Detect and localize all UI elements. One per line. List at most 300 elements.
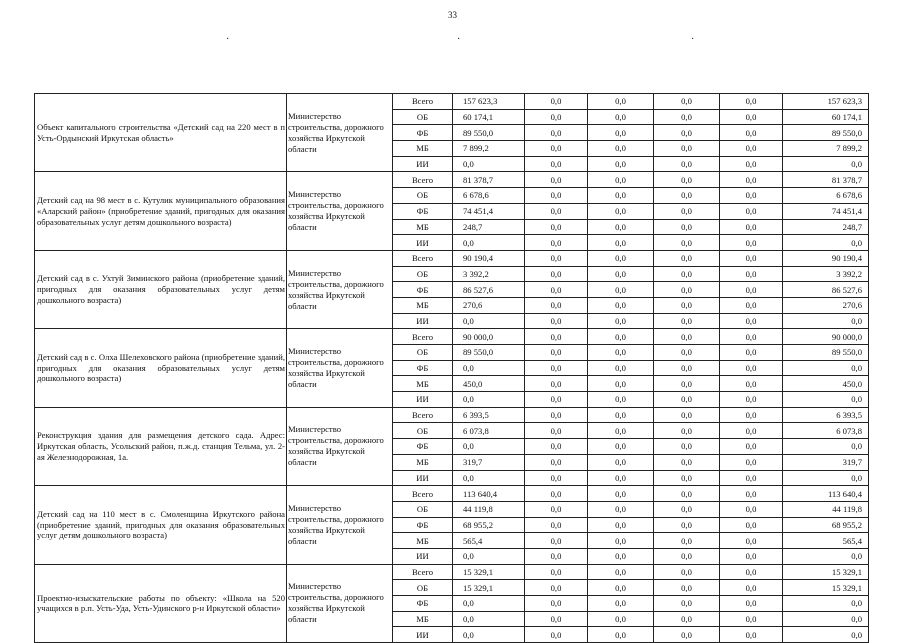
value-cell: 0,0 [720, 627, 783, 643]
value-cell: 0,0 [720, 266, 783, 282]
funding-source-cell: ИИ [393, 313, 453, 329]
value-cell: 0,0 [588, 548, 654, 564]
value-cell: 0,0 [588, 611, 654, 627]
value-cell: 3 392,2 [453, 266, 525, 282]
value-cell: 0,0 [720, 517, 783, 533]
funding-source-cell: МБ [393, 297, 453, 313]
value-cell: 7 899,2 [453, 141, 525, 157]
value-cell: 0,0 [720, 125, 783, 141]
value-cell: 0,0 [720, 454, 783, 470]
total-value-cell: 68 955,2 [783, 517, 869, 533]
value-cell: 0,0 [525, 345, 588, 361]
value-cell: 0,0 [720, 470, 783, 486]
value-cell: 0,0 [654, 203, 720, 219]
object-name-cell: Реконструкция здания для размещения детского сада. Адрес: Иркутская область, Усольский район, п.ж.д. станция Тельма, ул. 2-ая Железнодорожная, 1а. [35, 407, 287, 485]
value-cell: 0,0 [720, 313, 783, 329]
value-cell: 0,0 [654, 156, 720, 172]
value-cell: 0,0 [720, 486, 783, 502]
value-cell: 270,6 [453, 297, 525, 313]
object-name-cell: Детский сад на 98 мест в с. Кутулик муниципального образования «Аларский район» (приобретение зданий, пригодных для оказания образовательных услуг детям дошкольного возраста) [35, 172, 287, 250]
value-cell: 0,0 [720, 203, 783, 219]
value-cell: 0,0 [588, 109, 654, 125]
value-cell: 0,0 [654, 376, 720, 392]
total-value-cell: 15 329,1 [783, 564, 869, 580]
value-cell: 0,0 [525, 376, 588, 392]
value-cell: 0,0 [654, 250, 720, 266]
funding-source-cell: ИИ [393, 235, 453, 251]
funding-source-cell: ИИ [393, 470, 453, 486]
value-cell: 90 190,4 [453, 250, 525, 266]
value-cell: 0,0 [588, 141, 654, 157]
value-cell: 0,0 [654, 282, 720, 298]
object-name-cell: Детский сад на 110 мест в с. Смоленщина Иркутского района (приобретение зданий, пригодных для оказания образовательных услуг детям дошкольного возраста) [35, 486, 287, 564]
value-cell: 0,0 [654, 517, 720, 533]
value-cell: 0,0 [588, 392, 654, 408]
ministry-cell [287, 407, 393, 485]
value-cell: 0,0 [720, 439, 783, 455]
value-cell: 0,0 [525, 329, 588, 345]
funding-source-cell: ИИ [393, 548, 453, 564]
value-cell: 0,0 [525, 611, 588, 627]
table-row [35, 486, 869, 502]
value-cell: 0,0 [654, 392, 720, 408]
total-value-cell: 7 899,2 [783, 141, 869, 157]
total-value-cell: 44 119,8 [783, 501, 869, 517]
funding-source-cell: Всего [393, 486, 453, 502]
value-cell: 0,0 [654, 172, 720, 188]
funding-table [34, 93, 869, 643]
value-cell: 0,0 [720, 188, 783, 204]
value-cell: 0,0 [525, 188, 588, 204]
value-cell: 0,0 [720, 297, 783, 313]
value-cell: 0,0 [525, 580, 588, 596]
ministry-line: хозяйства Иркутской [288, 368, 365, 379]
value-cell: 0,0 [588, 172, 654, 188]
value-cell: 0,0 [720, 109, 783, 125]
value-cell: 0,0 [525, 297, 588, 313]
funding-source-cell: МБ [393, 376, 453, 392]
value-cell: 0,0 [453, 627, 525, 643]
value-cell: 0,0 [525, 109, 588, 125]
value-cell: 0,0 [720, 172, 783, 188]
value-cell: 0,0 [525, 439, 588, 455]
ministry-line: области [288, 222, 317, 233]
ministry-line: области [288, 143, 317, 154]
value-cell: 0,0 [453, 611, 525, 627]
value-cell: 0,0 [654, 188, 720, 204]
ministry-line: области [288, 457, 317, 468]
value-cell: 0,0 [525, 282, 588, 298]
ministry-line: хозяйства Иркутской [288, 289, 365, 300]
total-value-cell: 565,4 [783, 533, 869, 549]
value-cell: 113 640,4 [453, 486, 525, 502]
ministry-line: области [288, 300, 317, 311]
total-value-cell: 74 451,4 [783, 203, 869, 219]
total-value-cell: 81 378,7 [783, 172, 869, 188]
funding-source-cell: ИИ [393, 392, 453, 408]
value-cell: 0,0 [525, 548, 588, 564]
value-cell: 0,0 [525, 392, 588, 408]
value-cell: 0,0 [525, 156, 588, 172]
value-cell: 0,0 [720, 423, 783, 439]
total-value-cell: 113 640,4 [783, 486, 869, 502]
funding-source-cell: ФБ [393, 439, 453, 455]
value-cell: 0,0 [525, 125, 588, 141]
value-cell: 0,0 [453, 156, 525, 172]
total-value-cell: 6 073,8 [783, 423, 869, 439]
value-cell: 0,0 [720, 564, 783, 580]
value-cell: 60 174,1 [453, 109, 525, 125]
value-cell: 0,0 [588, 156, 654, 172]
value-cell: 0,0 [720, 548, 783, 564]
ministry-line: Министерство [288, 424, 341, 435]
value-cell: 0,0 [720, 596, 783, 612]
object-name-cell: Объект капитального строительства «Детский сад на 220 мест в п Усть-Ордынский Иркутская область» [35, 94, 287, 172]
ministry-line: области [288, 614, 317, 625]
value-cell: 0,0 [588, 564, 654, 580]
value-cell: 89 550,0 [453, 125, 525, 141]
ministry-line: строительства, дорожного [288, 357, 384, 368]
table-row [35, 329, 869, 345]
funding-source-cell: ОБ [393, 109, 453, 125]
ministry-line: хозяйства Иркутской [288, 132, 365, 143]
funding-table-body [35, 94, 869, 643]
value-cell: 44 119,8 [453, 501, 525, 517]
value-cell: 0,0 [720, 235, 783, 251]
value-cell: 0,0 [525, 564, 588, 580]
value-cell: 0,0 [525, 360, 588, 376]
value-cell: 0,0 [720, 407, 783, 423]
funding-source-cell: ФБ [393, 282, 453, 298]
value-cell: 0,0 [720, 156, 783, 172]
funding-source-cell: Всего [393, 94, 453, 110]
value-cell: 0,0 [525, 219, 588, 235]
value-cell: 0,0 [453, 360, 525, 376]
total-value-cell: 89 550,0 [783, 345, 869, 361]
ministry-line: хозяйства Иркутской [288, 446, 365, 457]
value-cell: 0,0 [453, 470, 525, 486]
value-cell: 0,0 [654, 564, 720, 580]
funding-source-cell: МБ [393, 454, 453, 470]
page-number: 33 [448, 10, 457, 20]
value-cell: 0,0 [654, 109, 720, 125]
value-cell: 0,0 [654, 454, 720, 470]
value-cell: 0,0 [588, 266, 654, 282]
table-row [35, 94, 869, 110]
value-cell: 0,0 [588, 250, 654, 266]
value-cell: 450,0 [453, 376, 525, 392]
funding-source-cell: ФБ [393, 517, 453, 533]
funding-source-cell: МБ [393, 219, 453, 235]
value-cell: 0,0 [588, 125, 654, 141]
value-cell: 0,0 [453, 596, 525, 612]
ministry-line: области [288, 379, 317, 390]
value-cell: 0,0 [588, 203, 654, 219]
total-value-cell: 248,7 [783, 219, 869, 235]
total-value-cell: 0,0 [783, 392, 869, 408]
total-value-cell: 3 392,2 [783, 266, 869, 282]
value-cell: 0,0 [525, 250, 588, 266]
value-cell: 0,0 [525, 203, 588, 219]
total-value-cell: 0,0 [783, 627, 869, 643]
value-cell: 15 329,1 [453, 564, 525, 580]
funding-source-cell: ИИ [393, 627, 453, 643]
table-row [35, 250, 869, 266]
ministry-line: строительства, дорожного [288, 200, 384, 211]
value-cell: 0,0 [453, 313, 525, 329]
value-cell: 0,0 [654, 360, 720, 376]
funding-source-cell: ОБ [393, 423, 453, 439]
value-cell: 90 000,0 [453, 329, 525, 345]
value-cell: 0,0 [525, 533, 588, 549]
total-value-cell: 0,0 [783, 439, 869, 455]
value-cell: 0,0 [453, 392, 525, 408]
total-value-cell: 0,0 [783, 611, 869, 627]
funding-source-cell: ОБ [393, 266, 453, 282]
ministry-line: Министерство [288, 581, 341, 592]
value-cell: 0,0 [654, 533, 720, 549]
value-cell: 0,0 [654, 141, 720, 157]
value-cell: 0,0 [588, 313, 654, 329]
funding-source-cell: МБ [393, 533, 453, 549]
value-cell: 0,0 [588, 533, 654, 549]
total-value-cell: 0,0 [783, 313, 869, 329]
value-cell: 0,0 [588, 345, 654, 361]
value-cell: 0,0 [588, 235, 654, 251]
funding-source-cell: ФБ [393, 596, 453, 612]
total-value-cell: 6 678,6 [783, 188, 869, 204]
value-cell: 0,0 [525, 172, 588, 188]
ministry-line: Министерство [288, 267, 341, 278]
value-cell: 248,7 [453, 219, 525, 235]
table-row [35, 407, 869, 423]
value-cell: 0,0 [588, 376, 654, 392]
value-cell: 0,0 [525, 235, 588, 251]
value-cell: 0,0 [720, 501, 783, 517]
value-cell: 0,0 [654, 235, 720, 251]
value-cell: 0,0 [720, 611, 783, 627]
total-value-cell: 0,0 [783, 360, 869, 376]
value-cell: 89 550,0 [453, 345, 525, 361]
total-value-cell: 319,7 [783, 454, 869, 470]
value-cell: 0,0 [588, 454, 654, 470]
funding-source-cell: ОБ [393, 345, 453, 361]
funding-source-cell: МБ [393, 611, 453, 627]
total-value-cell: 86 527,6 [783, 282, 869, 298]
total-value-cell: 6 393,5 [783, 407, 869, 423]
value-cell: 0,0 [720, 392, 783, 408]
funding-source-cell: ФБ [393, 203, 453, 219]
funding-source-cell: ИИ [393, 156, 453, 172]
value-cell: 0,0 [525, 313, 588, 329]
value-cell: 0,0 [720, 360, 783, 376]
table-row [35, 172, 869, 188]
ministry-line: хозяйства Иркутской [288, 211, 365, 222]
value-cell: 0,0 [525, 470, 588, 486]
value-cell: 157 623,3 [453, 94, 525, 110]
ministry-cell [287, 172, 393, 250]
value-cell: 0,0 [720, 250, 783, 266]
value-cell: 0,0 [525, 94, 588, 110]
value-cell: 0,0 [525, 266, 588, 282]
value-cell: 0,0 [525, 141, 588, 157]
value-cell: 565,4 [453, 533, 525, 549]
ministry-line: хозяйства Иркутской [288, 603, 365, 614]
value-cell: 0,0 [720, 329, 783, 345]
total-value-cell: 450,0 [783, 376, 869, 392]
value-cell: 0,0 [654, 580, 720, 596]
ministry-line: Министерство [288, 502, 341, 513]
value-cell: 0,0 [588, 94, 654, 110]
ministry-cell [287, 94, 393, 172]
value-cell: 0,0 [588, 329, 654, 345]
scan-dot: · [457, 34, 461, 45]
funding-source-cell: Всего [393, 172, 453, 188]
total-value-cell: 0,0 [783, 548, 869, 564]
scan-dot: · [691, 34, 695, 45]
value-cell: 0,0 [654, 345, 720, 361]
value-cell: 0,0 [654, 423, 720, 439]
value-cell: 0,0 [453, 439, 525, 455]
value-cell: 0,0 [720, 94, 783, 110]
value-cell: 74 451,4 [453, 203, 525, 219]
value-cell: 0,0 [453, 235, 525, 251]
ministry-line: Министерство [288, 346, 341, 357]
value-cell: 0,0 [654, 548, 720, 564]
value-cell: 0,0 [588, 486, 654, 502]
value-cell: 0,0 [654, 439, 720, 455]
value-cell: 15 329,1 [453, 580, 525, 596]
ministry-line: строительства, дорожного [288, 592, 384, 603]
value-cell: 0,0 [453, 548, 525, 564]
total-value-cell: 60 174,1 [783, 109, 869, 125]
ministry-line: Министерство [288, 110, 341, 121]
table-row [35, 564, 869, 580]
value-cell: 0,0 [588, 297, 654, 313]
funding-source-cell: ОБ [393, 580, 453, 596]
object-name-cell: Проектно-изыскательские работы по объекту: «Школа на 520 учащихся в р.п. Усть-Уда, Усть-Удинского р-н Иркутской области» [35, 564, 287, 642]
total-value-cell: 0,0 [783, 470, 869, 486]
ministry-cell [287, 486, 393, 564]
value-cell: 0,0 [525, 596, 588, 612]
scan-dot: · [226, 34, 230, 45]
funding-source-cell: ФБ [393, 125, 453, 141]
object-name-cell: Детский сад в с. Ухтуй Зиминского района (приобретение зданий, пригодных для оказания образовательных услуг детям дошкольного возраста) [35, 250, 287, 328]
value-cell: 86 527,6 [453, 282, 525, 298]
value-cell: 319,7 [453, 454, 525, 470]
funding-source-cell: ОБ [393, 188, 453, 204]
funding-source-cell: МБ [393, 141, 453, 157]
value-cell: 0,0 [654, 219, 720, 235]
ministry-line: Министерство [288, 189, 341, 200]
value-cell: 0,0 [588, 596, 654, 612]
value-cell: 0,0 [588, 423, 654, 439]
funding-source-cell: Всего [393, 564, 453, 580]
value-cell: 68 955,2 [453, 517, 525, 533]
total-value-cell: 0,0 [783, 596, 869, 612]
value-cell: 0,0 [525, 627, 588, 643]
value-cell: 0,0 [654, 297, 720, 313]
value-cell: 0,0 [588, 407, 654, 423]
ministry-cell [287, 250, 393, 328]
value-cell: 0,0 [654, 627, 720, 643]
value-cell: 0,0 [588, 501, 654, 517]
total-value-cell: 15 329,1 [783, 580, 869, 596]
total-value-cell: 0,0 [783, 235, 869, 251]
value-cell: 0,0 [654, 486, 720, 502]
ministry-line: области [288, 535, 317, 546]
value-cell: 0,0 [588, 439, 654, 455]
value-cell: 0,0 [654, 313, 720, 329]
value-cell: 0,0 [720, 376, 783, 392]
value-cell: 0,0 [720, 580, 783, 596]
value-cell: 0,0 [720, 141, 783, 157]
value-cell: 0,0 [588, 188, 654, 204]
total-value-cell: 157 623,3 [783, 94, 869, 110]
value-cell: 0,0 [525, 517, 588, 533]
value-cell: 0,0 [588, 580, 654, 596]
value-cell: 0,0 [588, 627, 654, 643]
ministry-cell [287, 329, 393, 407]
funding-source-cell: Всего [393, 329, 453, 345]
total-value-cell: 90 000,0 [783, 329, 869, 345]
value-cell: 0,0 [654, 407, 720, 423]
value-cell: 6 678,6 [453, 188, 525, 204]
ministry-cell [287, 564, 393, 642]
value-cell: 0,0 [654, 596, 720, 612]
value-cell: 6 073,8 [453, 423, 525, 439]
value-cell: 0,0 [525, 486, 588, 502]
funding-source-cell: Всего [393, 407, 453, 423]
value-cell: 0,0 [588, 360, 654, 376]
value-cell: 81 378,7 [453, 172, 525, 188]
value-cell: 0,0 [654, 470, 720, 486]
total-value-cell: 90 190,4 [783, 250, 869, 266]
funding-source-cell: Всего [393, 250, 453, 266]
value-cell: 0,0 [588, 470, 654, 486]
total-value-cell: 270,6 [783, 297, 869, 313]
value-cell: 0,0 [525, 454, 588, 470]
value-cell: 0,0 [720, 533, 783, 549]
funding-source-cell: ОБ [393, 501, 453, 517]
value-cell: 0,0 [588, 282, 654, 298]
object-name-cell: Детский сад в с. Олха Шелеховского района (приобретение зданий, пригодных для оказания образовательных услуг детям дошкольного возраста) [35, 329, 287, 407]
ministry-line: строительства, дорожного [288, 278, 384, 289]
value-cell: 0,0 [654, 329, 720, 345]
value-cell: 0,0 [525, 501, 588, 517]
value-cell: 0,0 [525, 407, 588, 423]
value-cell: 0,0 [654, 266, 720, 282]
total-value-cell: 89 550,0 [783, 125, 869, 141]
value-cell: 0,0 [720, 219, 783, 235]
total-value-cell: 0,0 [783, 156, 869, 172]
value-cell: 0,0 [654, 611, 720, 627]
value-cell: 0,0 [525, 423, 588, 439]
value-cell: 0,0 [720, 345, 783, 361]
value-cell: 0,0 [654, 501, 720, 517]
ministry-line: строительства, дорожного [288, 513, 384, 524]
value-cell: 0,0 [654, 125, 720, 141]
value-cell: 0,0 [654, 94, 720, 110]
ministry-line: хозяйства Иркутской [288, 524, 365, 535]
ministry-line: строительства, дорожного [288, 121, 384, 132]
value-cell: 0,0 [588, 517, 654, 533]
value-cell: 0,0 [720, 282, 783, 298]
value-cell: 0,0 [588, 219, 654, 235]
value-cell: 6 393,5 [453, 407, 525, 423]
funding-source-cell: ФБ [393, 360, 453, 376]
ministry-line: строительства, дорожного [288, 435, 384, 446]
